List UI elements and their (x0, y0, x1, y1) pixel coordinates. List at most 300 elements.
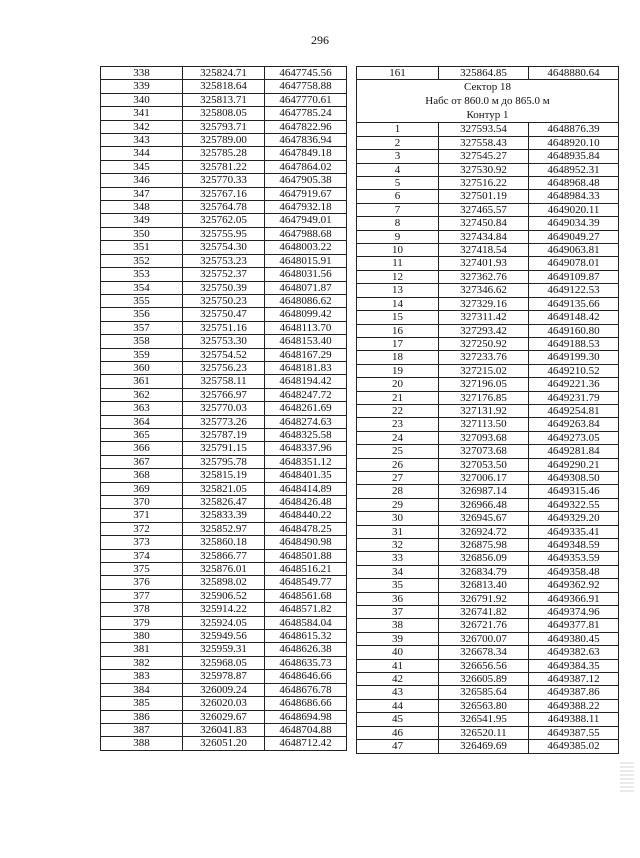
point-number: 17 (357, 337, 439, 350)
x-coordinate: 325750.39 (183, 281, 265, 294)
x-coordinate: 327401.93 (439, 257, 529, 270)
x-coordinate: 325898.02 (183, 576, 265, 589)
y-coordinate: 4649387.86 (529, 686, 619, 699)
point-number: 31 (357, 525, 439, 538)
point-number: 382 (101, 656, 183, 669)
point-number: 6 (357, 190, 439, 203)
point-number: 385 (101, 697, 183, 710)
y-coordinate: 4649160.80 (529, 324, 619, 337)
sector-header-row (357, 80, 619, 123)
x-coordinate: 325767.16 (183, 187, 265, 200)
point-number: 344 (101, 147, 183, 160)
point-number: 12 (357, 270, 439, 283)
point-number: 46 (357, 726, 439, 739)
table-row (101, 536, 347, 549)
point-number: 8 (357, 217, 439, 230)
x-coordinate: 325791.15 (183, 442, 265, 455)
point-number: 379 (101, 616, 183, 629)
x-coordinate: 325781.22 (183, 160, 265, 173)
table-row (357, 67, 619, 80)
point-number: 161 (357, 67, 439, 80)
x-coordinate: 326469.69 (439, 740, 529, 753)
y-coordinate: 4648086.62 (265, 294, 347, 307)
point-number: 47 (357, 740, 439, 753)
y-coordinate: 4647905.38 (265, 174, 347, 187)
point-number: 350 (101, 227, 183, 240)
y-coordinate: 4649231.79 (529, 391, 619, 404)
point-number: 34 (357, 565, 439, 578)
point-number: 369 (101, 482, 183, 495)
y-coordinate: 4647949.01 (265, 214, 347, 227)
y-coordinate: 4649273.05 (529, 431, 619, 444)
point-number: 377 (101, 589, 183, 602)
x-coordinate: 325978.87 (183, 670, 265, 683)
table-row (357, 592, 619, 605)
table-row (101, 428, 347, 441)
table-row (357, 699, 619, 712)
y-coordinate: 4649049.27 (529, 230, 619, 243)
table-row (101, 455, 347, 468)
point-number: 9 (357, 230, 439, 243)
y-coordinate: 4648935.84 (529, 150, 619, 163)
table-row (357, 606, 619, 619)
point-number: 353 (101, 268, 183, 281)
y-coordinate: 4649221.36 (529, 378, 619, 391)
point-number: 346 (101, 174, 183, 187)
point-number: 356 (101, 308, 183, 321)
point-number: 358 (101, 335, 183, 348)
point-number: 367 (101, 455, 183, 468)
y-coordinate: 4649348.59 (529, 539, 619, 552)
scan-artifact (620, 762, 634, 792)
table-row (357, 203, 619, 216)
point-number: 26 (357, 458, 439, 471)
page-number: 296 (311, 33, 329, 47)
point-number: 27 (357, 471, 439, 484)
table-row (101, 415, 347, 428)
x-coordinate: 326813.40 (439, 579, 529, 592)
x-coordinate: 326875.98 (439, 539, 529, 552)
y-coordinate: 4648478.25 (265, 522, 347, 535)
x-coordinate: 325906.52 (183, 589, 265, 602)
y-coordinate: 4648876.39 (529, 123, 619, 136)
x-coordinate: 326563.80 (439, 699, 529, 712)
table-row (357, 485, 619, 498)
point-number: 381 (101, 643, 183, 656)
point-number: 368 (101, 469, 183, 482)
x-coordinate: 325787.19 (183, 428, 265, 441)
x-coordinate: 327073.68 (439, 445, 529, 458)
point-number: 366 (101, 442, 183, 455)
table-row (101, 603, 347, 616)
sector-header (357, 80, 619, 123)
table-row (101, 134, 347, 147)
point-number: 37 (357, 606, 439, 619)
x-coordinate: 326791.92 (439, 592, 529, 605)
point-number: 19 (357, 364, 439, 377)
x-coordinate: 326924.72 (439, 525, 529, 538)
x-coordinate: 327501.19 (439, 190, 529, 203)
table-row (101, 402, 347, 415)
x-coordinate: 325785.28 (183, 147, 265, 160)
table-row (357, 498, 619, 511)
table-row (357, 364, 619, 377)
x-coordinate: 327530.92 (439, 163, 529, 176)
point-number: 15 (357, 311, 439, 324)
table-row (101, 469, 347, 482)
point-number: 347 (101, 187, 183, 200)
y-coordinate: 4648003.22 (265, 241, 347, 254)
y-coordinate: 4648261.69 (265, 402, 347, 415)
point-number: 41 (357, 659, 439, 672)
x-coordinate: 327418.54 (439, 244, 529, 257)
table-row (101, 737, 347, 750)
x-coordinate: 326656.56 (439, 659, 529, 672)
y-coordinate: 4647745.56 (265, 67, 347, 80)
point-number: 18 (357, 351, 439, 364)
table-row (357, 686, 619, 699)
y-coordinate: 4649380.45 (529, 632, 619, 645)
point-number: 388 (101, 737, 183, 750)
table-row (357, 458, 619, 471)
point-number: 383 (101, 670, 183, 683)
point-number: 352 (101, 254, 183, 267)
table-row (357, 270, 619, 283)
point-number: 1 (357, 123, 439, 136)
point-number: 44 (357, 699, 439, 712)
table-row (357, 659, 619, 672)
point-number: 339 (101, 80, 183, 93)
table-row (357, 726, 619, 739)
y-coordinate: 4648571.82 (265, 603, 347, 616)
table-row (101, 93, 347, 106)
y-coordinate: 4647932.18 (265, 201, 347, 214)
table-row (357, 136, 619, 149)
table-row (357, 123, 619, 136)
table-row (101, 321, 347, 334)
x-coordinate: 325753.30 (183, 335, 265, 348)
point-number: 362 (101, 388, 183, 401)
table-row (357, 217, 619, 230)
x-coordinate: 325751.16 (183, 321, 265, 334)
y-coordinate: 4649329.20 (529, 512, 619, 525)
table-row (101, 643, 347, 656)
table-row (101, 281, 347, 294)
y-coordinate: 4649188.53 (529, 337, 619, 350)
y-coordinate: 4648584.04 (265, 616, 347, 629)
x-coordinate: 327450.84 (439, 217, 529, 230)
y-coordinate: 4649122.53 (529, 284, 619, 297)
table-row (101, 120, 347, 133)
point-number: 29 (357, 498, 439, 511)
y-coordinate: 4648712.42 (265, 737, 347, 750)
point-number: 363 (101, 402, 183, 415)
y-coordinate: 4647836.94 (265, 134, 347, 147)
y-coordinate: 4648549.77 (265, 576, 347, 589)
table-row (357, 632, 619, 645)
table-row (101, 160, 347, 173)
x-coordinate: 325766.97 (183, 388, 265, 401)
y-coordinate: 4648952.31 (529, 163, 619, 176)
point-number: 28 (357, 485, 439, 498)
x-coordinate: 326700.07 (439, 632, 529, 645)
point-number: 349 (101, 214, 183, 227)
x-coordinate: 326987.14 (439, 485, 529, 498)
table-row (101, 308, 347, 321)
y-coordinate: 4649322.55 (529, 498, 619, 511)
table-row (101, 710, 347, 723)
x-coordinate: 325821.05 (183, 482, 265, 495)
table-row (101, 442, 347, 455)
point-number: 378 (101, 603, 183, 616)
x-coordinate: 325968.05 (183, 656, 265, 669)
x-coordinate: 326678.34 (439, 646, 529, 659)
point-number: 38 (357, 619, 439, 632)
y-coordinate: 4649388.22 (529, 699, 619, 712)
table-row (101, 187, 347, 200)
table-row (101, 683, 347, 696)
table-row (357, 150, 619, 163)
table-row (357, 418, 619, 431)
y-coordinate: 4648626.38 (265, 643, 347, 656)
y-coordinate: 4648920.10 (529, 136, 619, 149)
x-coordinate: 325813.71 (183, 93, 265, 106)
x-coordinate: 327006.17 (439, 471, 529, 484)
x-coordinate: 326029.67 (183, 710, 265, 723)
y-coordinate: 4649290.21 (529, 458, 619, 471)
table-row (101, 656, 347, 669)
x-coordinate: 325758.11 (183, 375, 265, 388)
point-number: 371 (101, 509, 183, 522)
y-coordinate: 4648490.98 (265, 536, 347, 549)
x-coordinate: 325824.71 (183, 67, 265, 80)
point-number: 386 (101, 710, 183, 723)
point-number: 364 (101, 415, 183, 428)
point-number: 16 (357, 324, 439, 337)
x-coordinate: 327196.05 (439, 378, 529, 391)
table-row (101, 254, 347, 267)
y-coordinate: 4648676.78 (265, 683, 347, 696)
x-coordinate: 326051.20 (183, 737, 265, 750)
y-coordinate: 4648274.63 (265, 415, 347, 428)
y-coordinate: 4648880.64 (529, 67, 619, 80)
point-number: 376 (101, 576, 183, 589)
point-number: 360 (101, 361, 183, 374)
y-coordinate: 4648181.83 (265, 361, 347, 374)
y-coordinate: 4648031.56 (265, 268, 347, 281)
point-number: 351 (101, 241, 183, 254)
y-coordinate: 4647864.02 (265, 160, 347, 173)
y-coordinate: 4647822.96 (265, 120, 347, 133)
table-row (101, 697, 347, 710)
x-coordinate: 326605.89 (439, 673, 529, 686)
point-number: 7 (357, 203, 439, 216)
table-row (101, 227, 347, 240)
table-row (101, 348, 347, 361)
x-coordinate: 325770.33 (183, 174, 265, 187)
y-coordinate: 4649353.59 (529, 552, 619, 565)
x-coordinate: 325860.18 (183, 536, 265, 549)
y-coordinate: 4649281.84 (529, 445, 619, 458)
x-coordinate: 326721.76 (439, 619, 529, 632)
x-coordinate: 325876.01 (183, 563, 265, 576)
x-coordinate: 327465.57 (439, 203, 529, 216)
x-coordinate: 325754.52 (183, 348, 265, 361)
table-row (101, 241, 347, 254)
y-coordinate: 4648113.70 (265, 321, 347, 334)
point-number: 348 (101, 201, 183, 214)
y-coordinate: 4648153.40 (265, 335, 347, 348)
point-number: 342 (101, 120, 183, 133)
y-coordinate: 4648325.58 (265, 428, 347, 441)
point-number: 11 (357, 257, 439, 270)
point-number: 35 (357, 579, 439, 592)
table-row (101, 294, 347, 307)
table-row (101, 509, 347, 522)
table-row (357, 163, 619, 176)
y-coordinate: 4649063.81 (529, 244, 619, 257)
x-coordinate: 327545.27 (439, 150, 529, 163)
point-number: 384 (101, 683, 183, 696)
x-coordinate: 327053.50 (439, 458, 529, 471)
x-coordinate: 326741.82 (439, 606, 529, 619)
y-coordinate: 4649263.84 (529, 418, 619, 431)
x-coordinate: 325949.56 (183, 630, 265, 643)
point-number: 2 (357, 136, 439, 149)
point-number: 375 (101, 563, 183, 576)
y-coordinate: 4649374.96 (529, 606, 619, 619)
y-coordinate: 4649308.50 (529, 471, 619, 484)
x-coordinate: 326520.11 (439, 726, 529, 739)
y-coordinate: 4647919.67 (265, 187, 347, 200)
table-row (101, 482, 347, 495)
point-number: 355 (101, 294, 183, 307)
right-coordinates-table (356, 66, 619, 754)
y-coordinate: 4648615.32 (265, 630, 347, 643)
table-row (101, 67, 347, 80)
point-number: 338 (101, 67, 183, 80)
point-number: 387 (101, 723, 183, 736)
point-number: 13 (357, 284, 439, 297)
point-number: 373 (101, 536, 183, 549)
y-coordinate: 4649148.42 (529, 311, 619, 324)
y-coordinate: 4649377.81 (529, 619, 619, 632)
table-row (101, 375, 347, 388)
point-number: 374 (101, 549, 183, 562)
x-coordinate: 325826.47 (183, 496, 265, 509)
table-row (357, 324, 619, 337)
table-row (101, 214, 347, 227)
y-coordinate: 4649199.30 (529, 351, 619, 364)
x-coordinate: 327593.54 (439, 123, 529, 136)
table-row (101, 201, 347, 214)
x-coordinate: 325750.47 (183, 308, 265, 321)
table-row (101, 496, 347, 509)
x-coordinate: 327233.76 (439, 351, 529, 364)
contour-title: Контур 1 (466, 109, 509, 122)
table-row (101, 268, 347, 281)
table-row (101, 80, 347, 93)
table-row (357, 311, 619, 324)
y-coordinate: 4649387.12 (529, 673, 619, 686)
point-number: 380 (101, 630, 183, 643)
x-coordinate: 325773.26 (183, 415, 265, 428)
y-coordinate: 4647785.24 (265, 107, 347, 120)
y-coordinate: 4648167.29 (265, 348, 347, 361)
y-coordinate: 4648071.87 (265, 281, 347, 294)
table-row (101, 723, 347, 736)
x-coordinate: 325864.85 (439, 67, 529, 80)
y-coordinate: 4648414.89 (265, 482, 347, 495)
table-row (357, 190, 619, 203)
table-row (357, 579, 619, 592)
y-coordinate: 4647758.88 (265, 80, 347, 93)
y-coordinate: 4648440.22 (265, 509, 347, 522)
y-coordinate: 4648099.42 (265, 308, 347, 321)
y-coordinate: 4649388.11 (529, 713, 619, 726)
y-coordinate: 4649385.02 (529, 740, 619, 753)
y-coordinate: 4649078.01 (529, 257, 619, 270)
x-coordinate: 327093.68 (439, 431, 529, 444)
x-coordinate: 326009.24 (183, 683, 265, 696)
table-row (357, 445, 619, 458)
point-number: 4 (357, 163, 439, 176)
y-coordinate: 4649109.87 (529, 270, 619, 283)
table-row (357, 646, 619, 659)
y-coordinate: 4649384.35 (529, 659, 619, 672)
x-coordinate: 325789.00 (183, 134, 265, 147)
x-coordinate: 327215.02 (439, 364, 529, 377)
point-number: 361 (101, 375, 183, 388)
y-coordinate: 4648351.12 (265, 455, 347, 468)
x-coordinate: 325793.71 (183, 120, 265, 133)
point-number: 25 (357, 445, 439, 458)
table-row (101, 522, 347, 535)
x-coordinate: 327346.62 (439, 284, 529, 297)
table-row (357, 431, 619, 444)
y-coordinate: 4648501.88 (265, 549, 347, 562)
y-coordinate: 4649335.41 (529, 525, 619, 538)
table-row (101, 576, 347, 589)
point-number: 357 (101, 321, 183, 334)
x-coordinate: 326856.09 (439, 552, 529, 565)
x-coordinate: 326945.67 (439, 512, 529, 525)
table-row (101, 335, 347, 348)
y-coordinate: 4649020.11 (529, 203, 619, 216)
table-row (101, 630, 347, 643)
y-coordinate: 4648516.21 (265, 563, 347, 576)
point-number: 40 (357, 646, 439, 659)
x-coordinate: 325755.95 (183, 227, 265, 240)
x-coordinate: 326966.48 (439, 498, 529, 511)
table-row (357, 565, 619, 578)
point-number: 10 (357, 244, 439, 257)
table-row (101, 549, 347, 562)
x-coordinate: 326834.79 (439, 565, 529, 578)
point-number: 33 (357, 552, 439, 565)
x-coordinate: 327176.85 (439, 391, 529, 404)
x-coordinate: 325754.30 (183, 241, 265, 254)
point-number: 39 (357, 632, 439, 645)
table-row (101, 147, 347, 160)
point-number: 340 (101, 93, 183, 106)
point-number: 345 (101, 160, 183, 173)
point-number: 343 (101, 134, 183, 147)
table-row (101, 361, 347, 374)
table-row (357, 337, 619, 350)
point-number: 3 (357, 150, 439, 163)
table-row (357, 552, 619, 565)
